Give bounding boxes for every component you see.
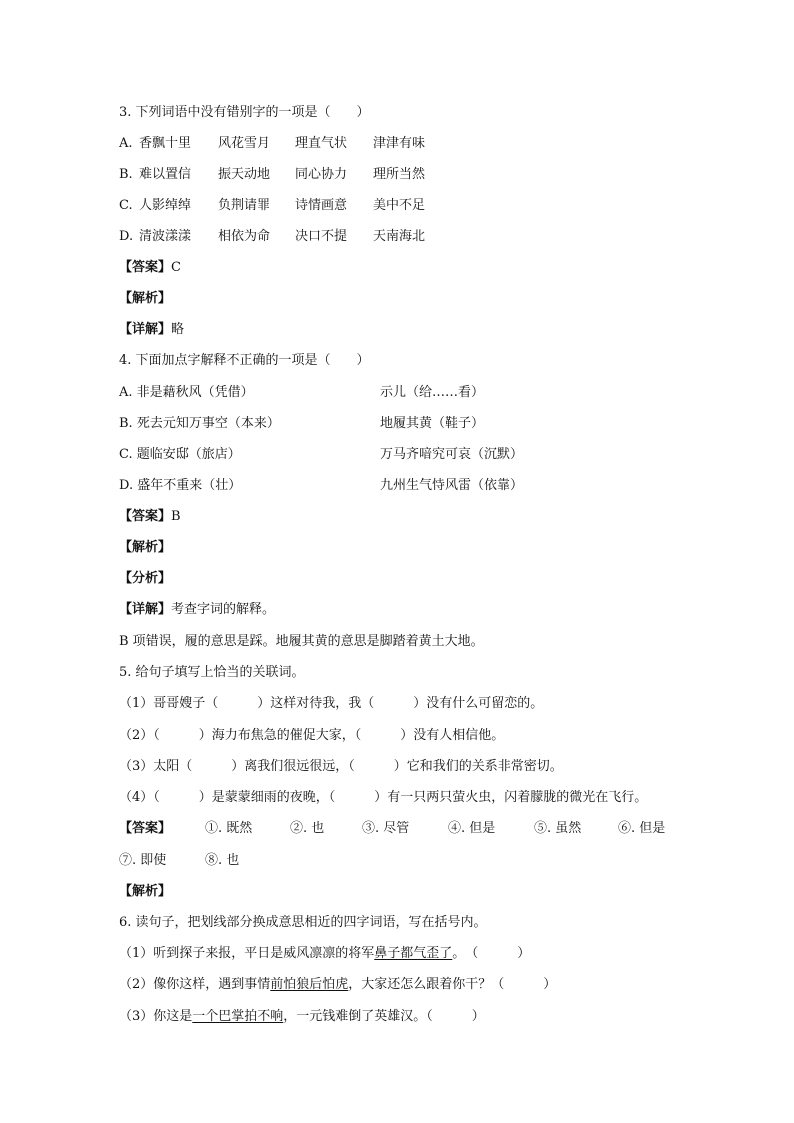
q4-detail	[119, 601, 275, 619]
q5-answer-item: ⑤. 虽然	[534, 821, 582, 836]
q6-stem: 6. 读句子，把划线部分换成意思相近的四字词语，写在括号内。	[119, 915, 487, 930]
q4-option-d-right: 九州生气恃风雷（依靠）	[380, 478, 524, 493]
q5-stem: 5. 给句子填写上恰当的关联词。	[119, 665, 305, 680]
q3-option-word: 风花雪月	[218, 136, 271, 151]
q3-option-word: 天南海北	[373, 229, 426, 244]
q4-stem: 4. 下面加点字解释不正确的一项是（ ）	[119, 353, 370, 368]
q3-option-letter: D.	[119, 229, 134, 244]
q5-answer-item: ⑦. 即使	[119, 853, 167, 868]
q4-option-c-right: 万马齐喑究可哀（沉默）	[380, 447, 524, 462]
sentence-text: 。 （ ）	[452, 946, 531, 961]
q6-item-1	[119, 945, 530, 963]
q4-explanation: B 项错误，履的意思是踩。地履其黄的意思是脚踏着黄土大地。	[119, 634, 484, 649]
q4-option-a-right: 示儿（给……看）	[380, 385, 485, 400]
underlined-phrase: 鼻子都气歪了	[374, 946, 453, 961]
answer-label: 【答案】	[119, 260, 172, 275]
q4-option-b-left: B. 死去元知万事空（本来）	[119, 416, 280, 431]
answer-label: 【答案】	[119, 509, 172, 524]
q5-item-1: （1）哥哥嫂子（ ）这样对待我，我（ ）没有什么可留恋的。	[119, 696, 544, 711]
detail-label: 【详解】	[119, 322, 172, 337]
underlined-phrase: 一个巴掌拍不响	[192, 1009, 284, 1024]
answer-value: B	[171, 509, 181, 524]
q6-item-3	[119, 1008, 485, 1026]
q3-option-letter: A.	[119, 136, 133, 151]
q5-answer-item: ⑧. 也	[205, 853, 240, 868]
q3-option-word: 香飘十里	[139, 136, 192, 151]
q5-item-4: （4）（ ）是蒙蒙细雨的夜晚，（ ）有一只两只萤火虫，闪着朦胧的微光在飞行。	[119, 790, 648, 805]
q4-option-b-right: 地履其黄（鞋子）	[380, 416, 485, 431]
sentence-text: ，大家还怎么跟着你干？（ ）	[348, 977, 557, 992]
q3-option-word: 振天动地	[218, 167, 271, 182]
q5-answer-item: ②. 也	[290, 821, 325, 836]
q3-option-word: 美中不足	[373, 198, 426, 213]
q4-analysis-label: 【解析】	[119, 540, 172, 555]
sentence-text: ，一元钱难倒了英雄汉。（ ）	[283, 1009, 485, 1024]
q3-option-word: 理所当然	[373, 167, 426, 182]
underlined-phrase: 前怕狼后怕虎	[270, 977, 349, 992]
q3-option-word: 同心协力	[295, 167, 348, 182]
q3-detail	[119, 321, 184, 339]
sentence-text: （2）像你这样，遇到事情	[119, 977, 271, 992]
q3-option-word: 清波漾漾	[139, 229, 192, 244]
q5-answer-item: ④. 但是	[448, 821, 496, 836]
q3-option-word: 理直气状	[295, 136, 348, 151]
sentence-text: （3）你这是	[119, 1009, 193, 1024]
q3-option-letter: C.	[119, 198, 133, 213]
q5-analysis-label: 【解析】	[119, 884, 172, 899]
q6-item-2	[119, 976, 556, 994]
q4-option-a-left: A. 非是藉秋风（凭借）	[119, 385, 254, 400]
q3-answer	[119, 259, 181, 277]
answer-label: 【答案】	[119, 821, 172, 836]
detail-text: 略	[171, 322, 185, 337]
q3-option-word: 决口不提	[295, 229, 348, 244]
q3-option-word: 难以置信	[139, 167, 192, 182]
q5-answer-item: ⑥. 但是	[618, 821, 666, 836]
q4-answer	[119, 508, 181, 526]
q3-analysis-label: 【解析】	[119, 291, 172, 306]
q3-option-word: 负荆请罪	[218, 198, 271, 213]
q4-analyze-label: 【分析】	[119, 571, 172, 586]
q3-option-letter: B.	[119, 167, 133, 182]
q5-answer-item: ③. 尽管	[362, 821, 410, 836]
q5-item-3: （3）太阳（ ）离我们很远很远，（ ）它和我们的关系非常密切。	[119, 759, 563, 774]
q5-answer	[119, 820, 171, 838]
q3-option-word: 津津有味	[373, 136, 426, 151]
q3-option-word: 相依为命	[218, 229, 271, 244]
q5-answer-item: ①. 既然	[205, 821, 253, 836]
answer-value: C	[171, 260, 181, 275]
q3-option-word: 诗情画意	[295, 198, 348, 213]
q4-option-c-left: C. 题临安邸（旅店）	[119, 447, 241, 462]
q5-item-2: （2）（ ）海力布焦急的催促大家，（ ）没有人相信他。	[119, 728, 505, 743]
q3-stem: 3. 下列词语中没有错别字的一项是（ ）	[119, 105, 370, 120]
q4-option-d-left: D. 盛年不重来（壮）	[119, 478, 242, 493]
sentence-text: （1）听到探子来报，平日是威风凛凛的将军	[119, 946, 375, 961]
q3-option-word: 人影绰绰	[139, 198, 192, 213]
detail-label: 【详解】	[119, 602, 172, 617]
detail-text: 考查字词的解释。	[171, 602, 276, 617]
